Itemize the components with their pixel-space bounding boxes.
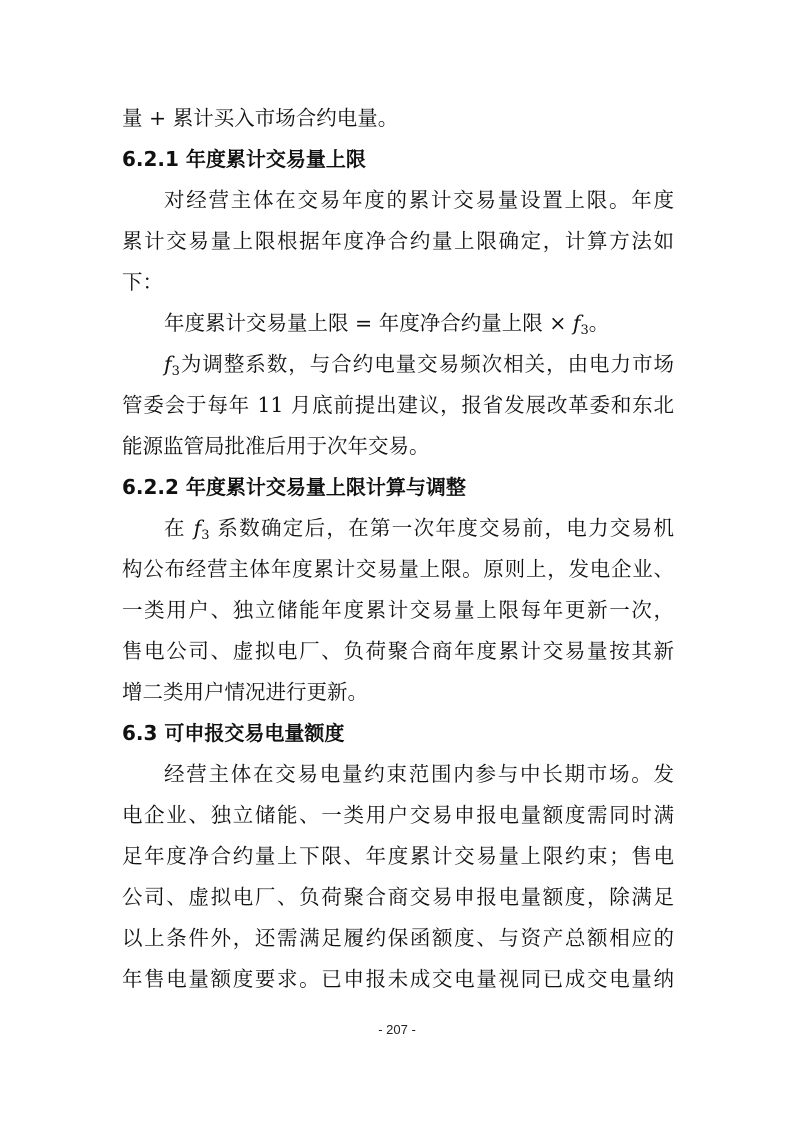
formula-text: 年度累计交易量上限 = 年度净合约量上限 × (164, 311, 573, 335)
body-text-line (122, 672, 674, 713)
line-prefix: 在 (164, 516, 194, 540)
body-text-line (122, 754, 674, 795)
line-text: 能源监管局批准后用于次年交易。 (122, 434, 430, 458)
line-text: 一类用户、独立储能年度累计交易量上限每年更新一次， (122, 598, 674, 622)
body-text-line (122, 959, 674, 1000)
body-text-line (122, 590, 674, 631)
line-text: 年售电量额度要求。已申报未成交电量视同已成交电量纳 (122, 967, 674, 991)
page-number: - 207 - (378, 1022, 416, 1037)
variable-subscript: 3 (201, 528, 210, 543)
heading-text: 6.2.1 年度累计交易量上限 (122, 147, 366, 171)
body-text-line (122, 795, 674, 836)
body-text-line (122, 385, 674, 426)
line-text: 系数确定后，在第一次年度交易前，电力交易机 (209, 516, 674, 540)
body-text-line (122, 344, 674, 385)
body-text-line (122, 180, 674, 221)
line-text: 管委会于每年 11 月底前提出建议，报省发展改革委和东北 (122, 393, 674, 417)
body-text-line (122, 221, 674, 262)
body-text-line (122, 549, 674, 590)
body-text-line (122, 508, 674, 549)
body-text-line (122, 262, 674, 303)
line-text: 以上条件外，还需满足履约保函额度、与资产总额相应的 (122, 926, 674, 950)
line-text: 对经营主体在交易年度的累计交易量设置上限。年度 (164, 188, 674, 212)
body-text-line (122, 426, 674, 467)
body-text-line (122, 631, 674, 672)
formula-line (122, 303, 674, 344)
variable-f: f (164, 352, 172, 376)
line-text: 构公布经营主体年度累计交易量上限。原则上，发电企业、 (122, 557, 674, 581)
variable-subscript: 3 (580, 323, 589, 338)
section-heading-6-2-1 (122, 139, 674, 180)
formula-suffix: 。 (588, 311, 610, 335)
line-text: 下： (122, 270, 163, 294)
body-text-line (122, 877, 674, 918)
line-text: 公司、虚拟电厂、负荷聚合商交易申报电量额度，除满足 (122, 885, 674, 909)
body-text-line (122, 98, 674, 139)
line-text: 电企业、独立储能、一类用户交易申报电量额度需同时满 (122, 803, 674, 827)
heading-text: 6.3 可申报交易电量额度 (122, 721, 345, 745)
line-text: 足年度净合约量上下限、年度累计交易量上限约束；售电 (122, 844, 674, 868)
variable-subscript: 3 (171, 364, 180, 379)
line-text: 经营主体在交易电量约束范围内参与中长期市场。发 (164, 762, 674, 786)
heading-text: 6.2.2 年度累计交易量上限计算与调整 (122, 475, 466, 499)
body-text-line (122, 836, 674, 877)
line-text: 增二类用户情况进行更新。 (122, 680, 368, 704)
body-text-line (122, 918, 674, 959)
line-text: 量 + 累计买入市场合约电量。 (122, 106, 399, 130)
variable-f: f (572, 311, 581, 335)
section-heading-6-3 (122, 713, 674, 754)
line-text: 累计交易量上限根据年度净合约量上限确定，计算方法如 (122, 229, 674, 253)
section-heading-6-2-2 (122, 467, 674, 508)
document-body (122, 98, 674, 1000)
line-text: 售电公司、虚拟电厂、负荷聚合商年度累计交易量按其新 (122, 639, 674, 663)
variable-f: f (193, 516, 202, 540)
line-text: 为调整系数，与合约电量交易频次相关，由电力市场 (179, 352, 674, 376)
